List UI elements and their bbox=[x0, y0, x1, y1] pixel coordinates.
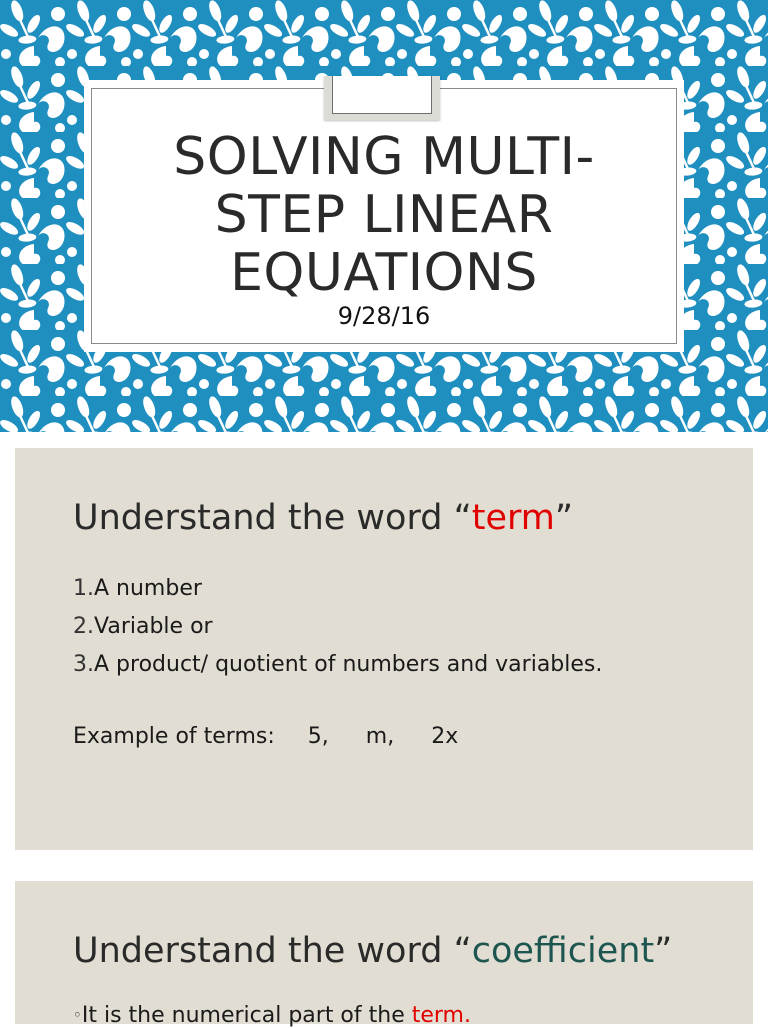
heading-prefix: Understand the word “ bbox=[73, 498, 472, 538]
slide-heading bbox=[73, 498, 573, 538]
example-term: 2x bbox=[431, 724, 459, 749]
list-text: Variable or bbox=[94, 614, 213, 639]
title-line: SOLVING MULTI- bbox=[173, 127, 595, 187]
title-line: STEP LINEAR bbox=[214, 185, 554, 245]
example-label: Example of terms: bbox=[73, 724, 275, 749]
list-number: 1. bbox=[73, 576, 94, 601]
bullet-keyword: term. bbox=[411, 1003, 471, 1028]
list-item bbox=[73, 570, 602, 608]
example-line bbox=[73, 724, 458, 749]
bullet-icon: ◦ bbox=[73, 1006, 82, 1024]
slide-title bbox=[84, 128, 684, 302]
list-number: 3. bbox=[73, 652, 94, 677]
list-item bbox=[73, 646, 602, 684]
title-line: EQUATIONS bbox=[230, 243, 538, 303]
list-text: A number bbox=[94, 576, 202, 601]
term-slide bbox=[15, 448, 753, 850]
bullet-text: It is the numerical part of the bbox=[81, 1003, 412, 1028]
coefficient-slide bbox=[15, 881, 753, 1028]
heading-suffix: ” bbox=[654, 931, 673, 971]
title-box bbox=[84, 80, 684, 352]
list-item bbox=[73, 608, 602, 646]
heading-keyword: coefficient bbox=[471, 931, 655, 971]
heading-keyword: term bbox=[471, 498, 555, 538]
title-tab-decoration bbox=[324, 76, 440, 120]
heading-suffix: ” bbox=[554, 498, 573, 538]
list-number: 2. bbox=[73, 614, 94, 639]
heading-prefix: Understand the word “ bbox=[73, 931, 472, 971]
bullet-item bbox=[73, 1003, 471, 1028]
list-text: A product/ quotient of numbers and variables. bbox=[94, 652, 603, 677]
term-definition-list bbox=[73, 570, 602, 684]
slide-heading bbox=[73, 931, 672, 971]
slide-date: 9/28/16 bbox=[337, 302, 431, 330]
title-slide bbox=[0, 0, 768, 432]
example-term: m, bbox=[365, 724, 395, 749]
example-term: 5, bbox=[307, 724, 329, 749]
